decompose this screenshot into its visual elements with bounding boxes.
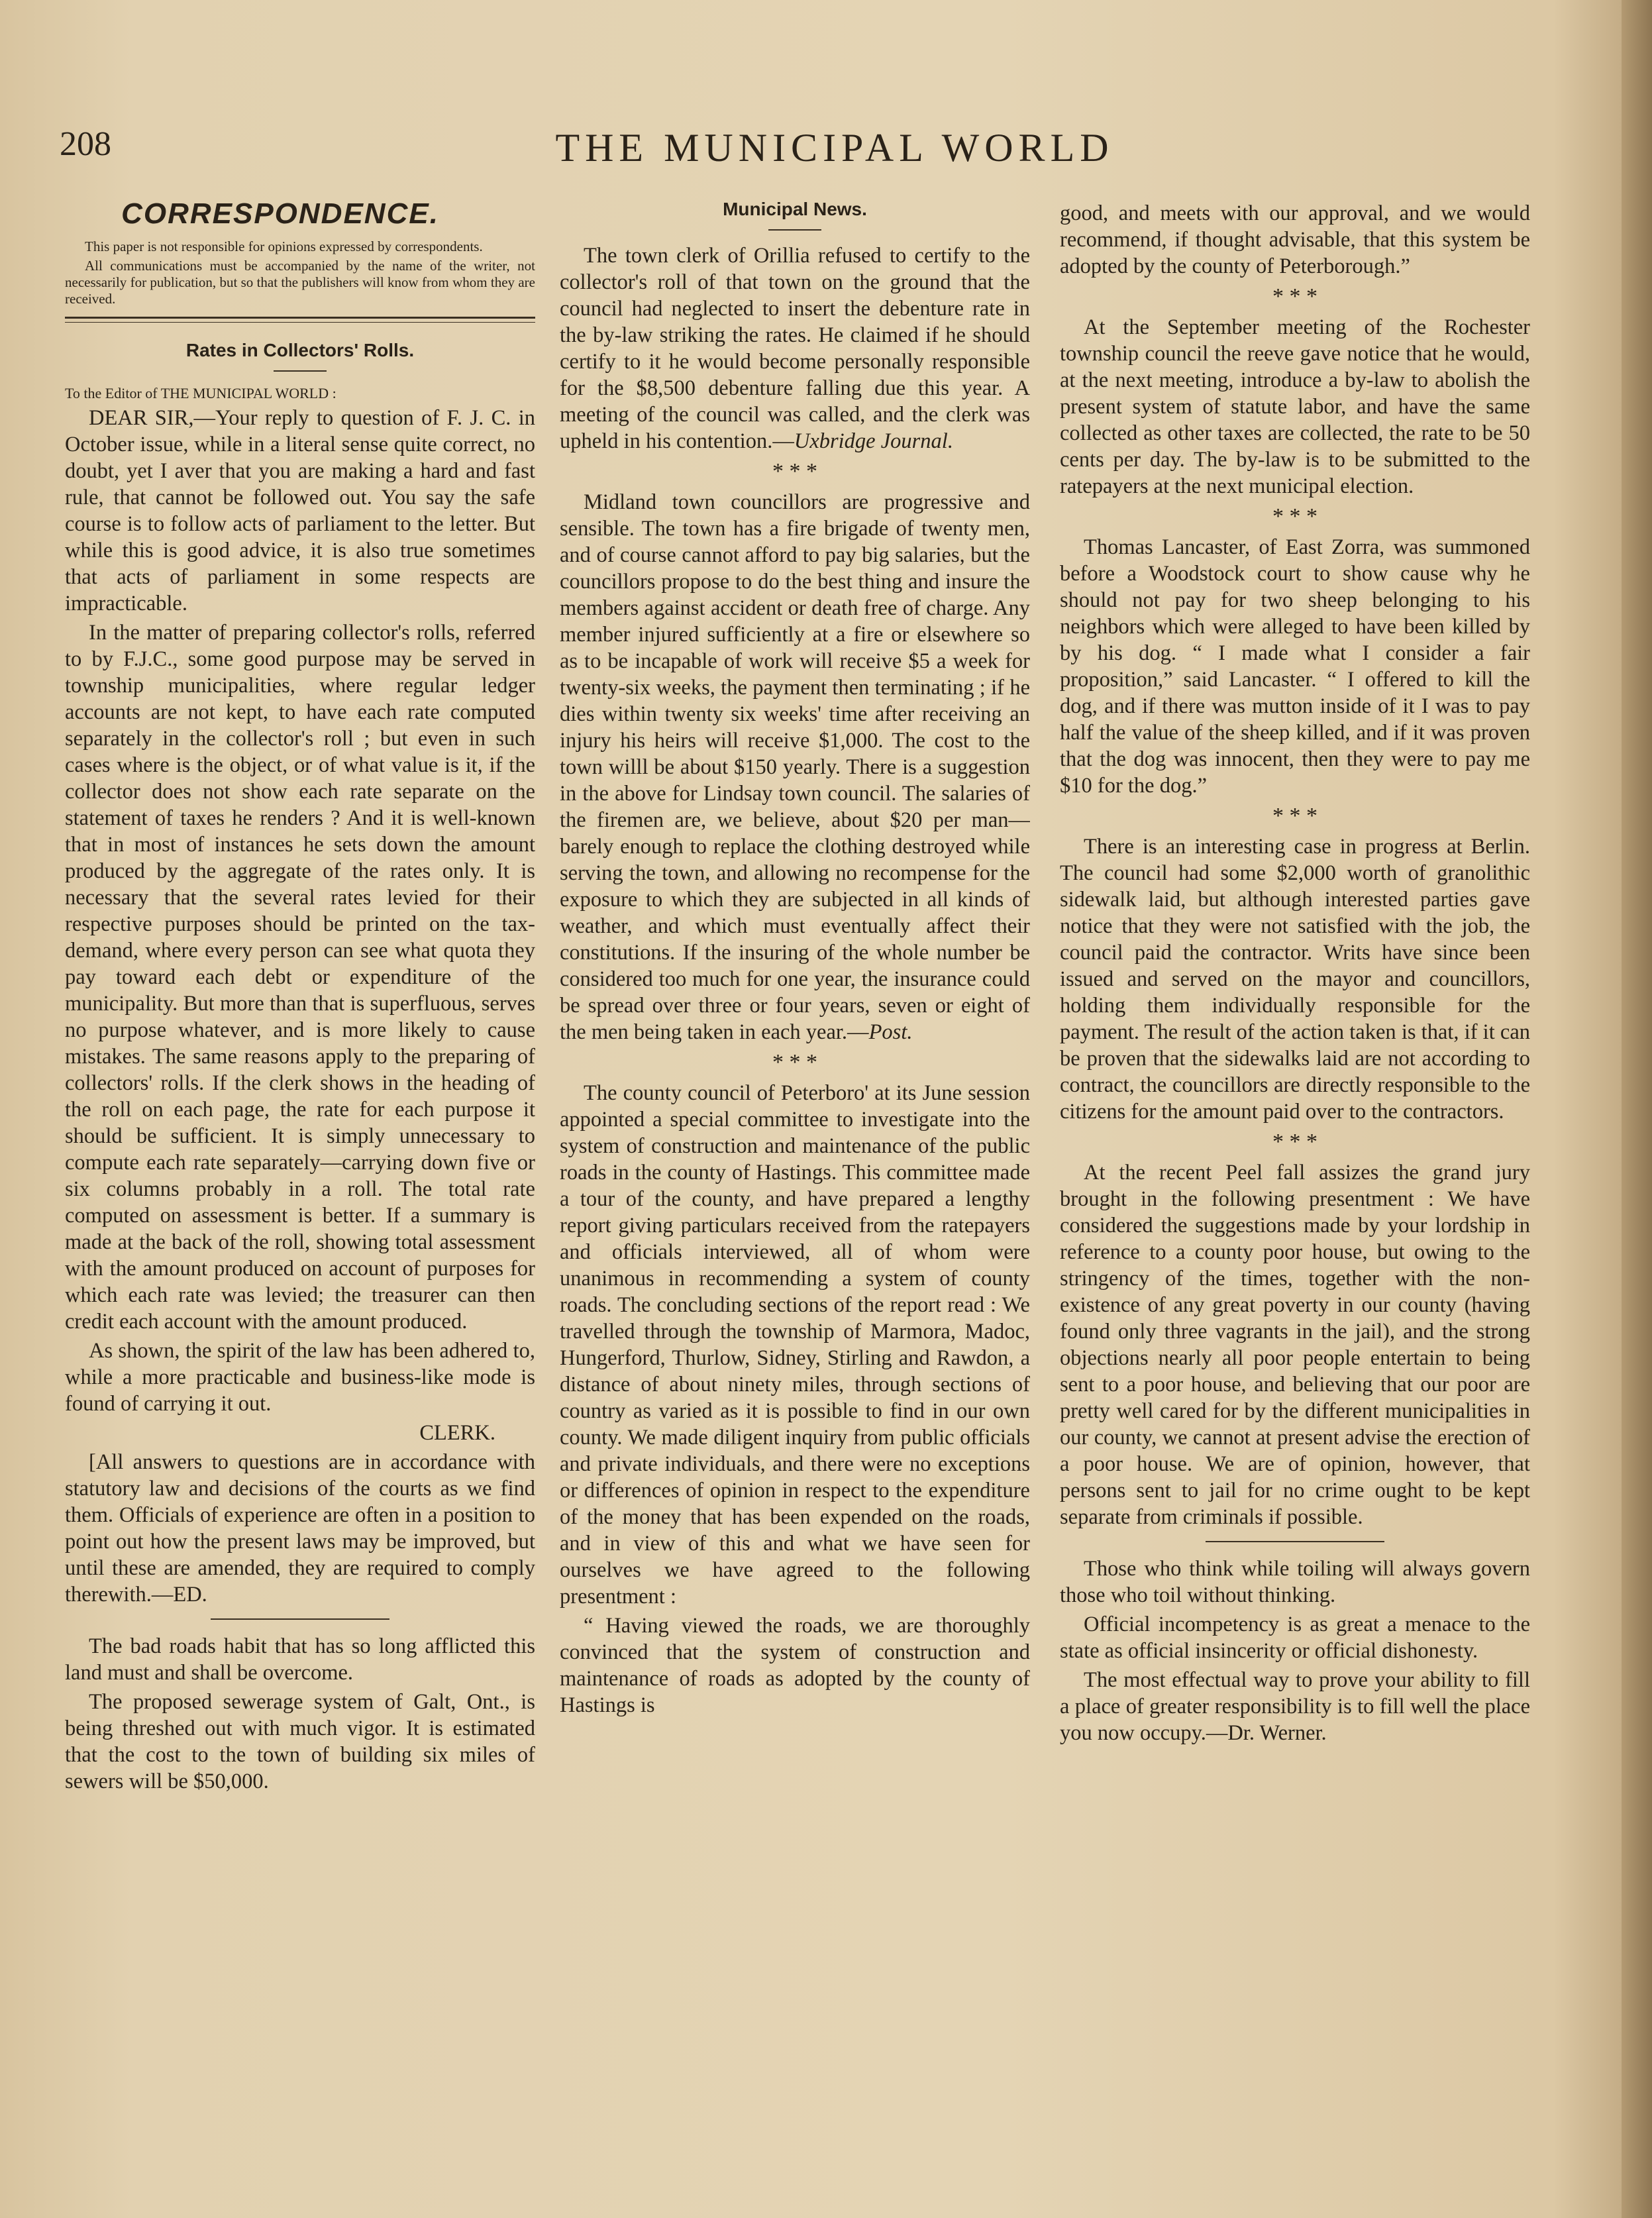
bad-roads-paragraph: The bad roads habit that has so long afflicted this land must and shall be overcome. bbox=[65, 1634, 535, 1685]
divider bbox=[211, 1618, 389, 1620]
salutation: To the Editor of THE MUNICIPAL WORLD : bbox=[65, 385, 336, 401]
peterboro-quote: “ Having viewed the roads, we are thoroughly convinced that the system of construction and maintenance of roads as adopted by the county of Hastings is bbox=[560, 1614, 1030, 1717]
signature: CLERK. bbox=[419, 1421, 495, 1445]
midland-text: Midland town councillors are progressive and sensible. The town has a fire brigade of twenty men, and of course cannot afford to pay big salaries, but the councillors propose to do the best thing and insure the members against accident or death free of charge. Any member injured sufficiently at a fire or elsewhere so as to be incapable of work will receive $5 a week for twenty-six weeks, the payment then terminating ; if he dies within twenty six weeks' time after receiving an injury his heirs will receive $1,000. The cost to the town willl be about $150 yearly. There is a suggestion in the above for Lindsay town council. The salaries of the firemen are, we believe, about $20 per man—barely enough to replace the clothing destroyed while serving the town, and allowing no recompense for the exposure to which they are subjected in all kinds of weather, and which must eventually affect their constitutions. If the insuring of the whole number be considered too much for one year, the insurance could be spread over three or four years, seven or eight of the men being taken in each year.— bbox=[560, 490, 1030, 1044]
column-right bbox=[1060, 200, 1530, 2201]
divider bbox=[1206, 1541, 1384, 1542]
section-stars: * * * bbox=[1272, 804, 1317, 828]
midland-source: Post. bbox=[868, 1020, 913, 1044]
section-stars: * * * bbox=[1272, 1130, 1317, 1154]
editor-note: [All answers to questions are in accordance with statutory law and decisions of the courts as we find them. Officials of experience are often in a position to point out how the present laws may be improved, but until these are amended, they are required to comply therewith.—ED. bbox=[65, 1450, 535, 1607]
incompetency-paragraph: Official incompetency is as great a menace to the state as official insincerity or official dishonesty. bbox=[1060, 1612, 1530, 1663]
rates-article-title: Rates in Collectors' Rolls. bbox=[185, 340, 415, 360]
orillia-text: The town clerk of Orillia refused to certify to the collector's roll of that town on the ground that the council had neglected to insert the debenture rate in the by-law striking the rates. He claimed if he should certify to it he would become personally responsible for the $8,500 debenture falling due this year. A meeting of the council was called, and the clerk was upheld in his contention.— bbox=[560, 244, 1030, 453]
masthead: THE MUNICIPAL WORLD bbox=[555, 126, 1114, 170]
title-divider bbox=[274, 370, 327, 372]
rochester-paragraph: At the September meeting of the Rochester township council the reeve gave notice that he would, at the next meeting, introduce a by-law to abolish the present system of statute labor, and have the same collected as other taxes are collected, the rate to be 50 cents per day. The by-law is to be submitted to the ratepayers at the next municipal election. bbox=[1060, 315, 1530, 498]
toiling-paragraph: Those who think while toiling will always govern those who toil without thinking. bbox=[1060, 1557, 1530, 1607]
rates-paragraph-1: DEAR SIR,—Your reply to question of F. J. C. in October issue, while in a literal sense quite correct, no doubt, yet I aver that you are making a hard and fast rule, that cannot be followed out. You say the safe course is to follow acts of parliament to the letter. But while this is good advice, it is also true sometimes that acts of parliament in some respects are impracticable. bbox=[65, 406, 535, 615]
peterboro-paragraph: The county council of Peterboro' at its June session appointed a special committee to investigate into the system of construction and maintenance of the public roads in the county of Hastings. This committee made a tour of the county, and have prepared a lengthy report giving particulars received from the ratepayers and officials interviewed, all of whom were unanimous in recommending a system of county roads. The concluding sections of the report read : We travelled through the township of Marmora, Madoc, Hungerford, Thurlow, Sidney, Stirling and Rawdon, a distance of about ninety miles, through sections of country as varied as it is possible to find in our own county. We made diligent inquiry from public officials and private individuals, and there were no exceptions or differences of opinion in respect to the expenditure of the money that has been expended on the roads, and in view of this and what we have seen for ourselves we have agreed to the following presentment : bbox=[560, 1081, 1030, 1609]
section-stars: * * * bbox=[1272, 504, 1317, 529]
berlin-paragraph: There is an interesting case in progress at Berlin. The council had some $2,000 worth of granolithic sidewalk laid, but although interested parties gave notice that they were not satisfied with the job, the council paid the contractor. Writs have since been issued and served on the mayor and councillors, holding them individually responsible for the payment. The result of the action taken is that, if it can be proven that the sidewalks laid are not according to contract, the councillors are directly responsible to the citizens for the amount paid over to the contractors. bbox=[1060, 835, 1530, 1124]
page-edge bbox=[1622, 0, 1652, 2218]
lancaster-paragraph: Thomas Lancaster, of East Zorra, was summoned before a Woodstock court to show cause why he should not pay for two sheep belonging to his neighbors which were alleged to have been killed by by his dog. “ I made what I consider a fair proposition,” said Lancaster. “ I offered to kill the dog, and if there was mutton inside of it I was to pay half the value of the sheep killed, and if it was proven that the dog was innocent, then they were to pay me $10 for the dog.” bbox=[1060, 535, 1530, 798]
disclaimer-communications: All communications must be accompanied by the name of the writer, not necessarily for publication, but so that the publishers will know from whom they are received. bbox=[65, 258, 535, 307]
orillia-paragraph bbox=[560, 242, 1030, 454]
orillia-source: Uxbridge Journal. bbox=[794, 429, 953, 453]
section-stars: * * * bbox=[1272, 284, 1317, 309]
municipal-news-title: Municipal News. bbox=[723, 199, 867, 219]
column-middle bbox=[560, 196, 1030, 2197]
galt-paragraph: The proposed sewerage system of Galt, Ont., is being threshed out with much vigor. It is estimated that the cost to the town of building six miles of sewers will be $50,000. bbox=[65, 1690, 535, 1793]
correspondence-title: CORRESPONDENCE. bbox=[121, 197, 439, 230]
page-number: 208 bbox=[60, 125, 111, 163]
title-divider bbox=[768, 229, 821, 231]
rates-paragraph-3: As shown, the spirit of the law has been adhered to, while a more practicable and business-like mode is found of carrying it out. bbox=[65, 1339, 535, 1416]
rates-paragraph-2: In the matter of preparing collector's rolls, referred to by F.J.C., some good purpose may be served in township municipalities, where regular ledger accounts are not kept, to have each rate computed separately in the collector's roll ; but even in such cases where is the object, or of what value is it, if the collector does not show each rate separate on the statement of taxes he renders ? And it is well-known that in most of instances he sets down the amount produced by the aggregate of the rates only. It is necessary that the several rates levied for their respective purposes should be printed on the tax-demand, where every person can see what quota they pay toward each debt or expenditure of the municipality. But more than that is superfluous, serves no purpose whatever, and is more likely to cause mistakes. The same reasons apply to the preparing of collectors' rolls. If the clerk shows in the heading of the roll on each page, the rate for each purpose it should be sufficient. It is simply unnecessary to compute each rate separately—carrying down five or six columns probably in a roll. The total rate computed on assessment is better. If a summary is made at the back of the roll, showing total assessment with the amount produced on account of purposes for which each rate was levied; the treasurer can then credit each account with the amount produced. bbox=[65, 621, 535, 1334]
page-header bbox=[60, 125, 1610, 178]
peterboro-continued: good, and meets with our approval, and we would recommend, if thought advisable, that this system be adopted by the county of Peterborough.” bbox=[1060, 201, 1530, 278]
midland-paragraph bbox=[560, 489, 1030, 1045]
peel-paragraph: At the recent Peel fall assizes the grand jury brought in the following presentment : We have considered the suggestions made by your lordship in reference to a county poor house, but owing to the stringency of the times, together with the non-existence of any great poverty in our county (having found only three vagrants in the jail), and the strong objections nearly all poor people entertain to being sent to a poor house, and believing that our poor are pretty well cared for by the different municipalities in our county, we cannot at present advise the erection of a poor house. We are of opinion, however, that persons sent to jail for no crime ought to be kept separate from criminals if possible. bbox=[1060, 1161, 1530, 1529]
column-left bbox=[65, 196, 535, 2197]
section-stars: * * * bbox=[772, 1050, 817, 1075]
werner-paragraph: The most effectual way to prove your ability to fill a place of greater responsibility is to fill well the place you now occupy.—Dr. Werner. bbox=[1060, 1668, 1530, 1745]
section-stars: * * * bbox=[772, 459, 817, 484]
disclaimer-opinions: This paper is not responsible for opinions expressed by correspondents. bbox=[85, 238, 483, 254]
double-divider bbox=[65, 317, 535, 323]
